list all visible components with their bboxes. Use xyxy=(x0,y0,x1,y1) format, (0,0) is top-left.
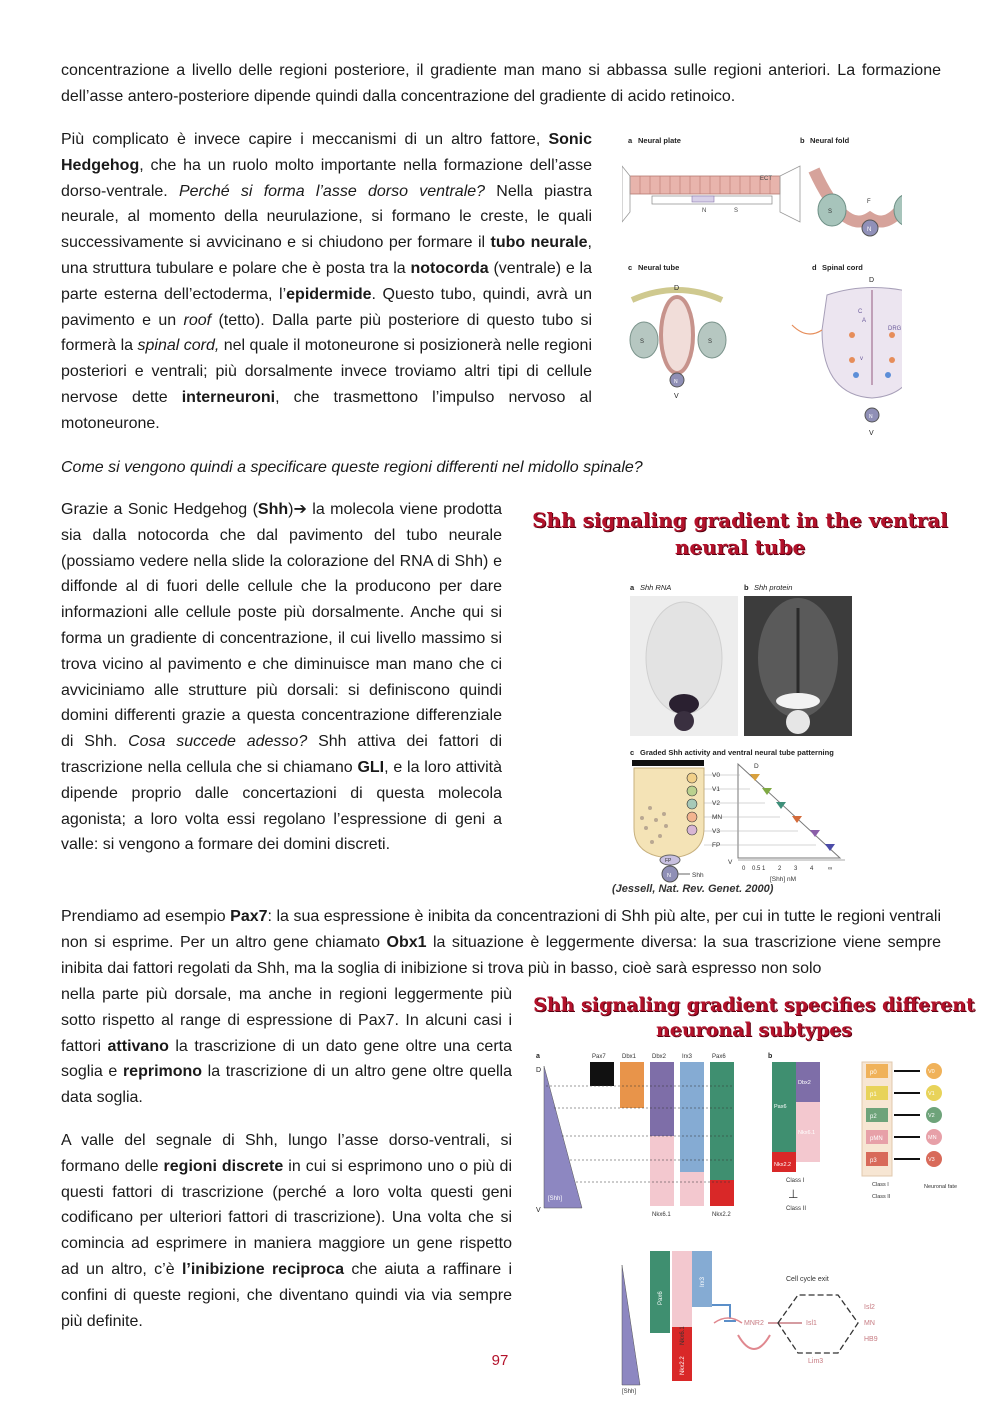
label-nkx22: Nkx2.2 xyxy=(680,1356,686,1375)
text: ) xyxy=(288,501,294,518)
domain-label-v1: V1 xyxy=(712,786,720,793)
panel-title-neural-plate: Neural plate xyxy=(638,136,681,145)
panel-label-b: b xyxy=(768,1053,773,1060)
gene-label-dbx1: Dbx1 xyxy=(622,1054,637,1060)
gene-label-pax6: Pax6 xyxy=(712,1054,726,1060)
label-class-i: Class I xyxy=(786,1178,805,1184)
label-lim3: Lim3 xyxy=(808,1358,824,1365)
bold-term: Shh xyxy=(257,501,289,518)
panel-title-spinal-cord: Spinal cord xyxy=(822,263,863,272)
text: . Questo tubo, quindi, avrà un pavimento e un xyxy=(61,285,592,329)
panel-label-b: b xyxy=(744,583,749,592)
bold-term: epidermide xyxy=(286,285,372,303)
text: , che ha un ruolo molto importante nella formazione dell’asse dorso-ventrale. xyxy=(61,156,592,200)
neural-plate-drawing xyxy=(622,166,800,222)
label-fp: FP xyxy=(665,858,672,864)
progenitor-label-p1: p1 xyxy=(870,1092,877,1098)
bold-term: regioni discrete xyxy=(163,1157,284,1175)
label-f: F xyxy=(867,199,871,205)
text: la trascrizione di un dato gene oltre una certa soglia e xyxy=(61,1037,512,1081)
panel-label-c: c xyxy=(630,748,635,757)
progenitor-label-p2: p2 xyxy=(870,1114,877,1120)
label-class-i: Class I xyxy=(872,1182,889,1188)
gene-label-dbx2: Dbx2 xyxy=(652,1054,667,1060)
bold-term: Sonic Hedgehog xyxy=(61,131,592,174)
text: , e la loro attività dipende proprio dalle concertazioni di questa molecola agonista; a loro volta essi regolano l’espressione di geni a valle: si vengono a formare dei domini discreti. xyxy=(61,758,503,854)
italic-question: Come si vengono quindi a specificare queste regioni differenti nel midollo spinale? xyxy=(61,459,643,476)
arrow-icon: ➔ xyxy=(293,501,307,518)
label-v: V xyxy=(674,393,679,400)
label-shh: Shh xyxy=(692,872,704,879)
panel-label-a: a xyxy=(628,136,633,145)
text: nella parte più dorsale, ma anche in regioni leggermente più sotto rispetto al range di espressione di Pax7. In alcuni casi i fattori xyxy=(61,986,512,1055)
label-nkx22: Nkx2.2 xyxy=(774,1162,792,1168)
axis-tick-label: 3 xyxy=(794,866,798,872)
page-number: 97 xyxy=(491,1352,509,1369)
paragraph-pax7 xyxy=(61,904,941,981)
axis-tick-label: 0 xyxy=(742,866,746,872)
bold-term: Pax7 xyxy=(230,908,268,925)
text: (tetto). Dalla parte più posteriore di questo tubo si formerà la xyxy=(61,311,592,355)
label-isl2: Isl2 xyxy=(864,1304,875,1311)
paragraph-shh-gradient xyxy=(61,497,502,858)
gene-label-nkx22: Nkx2.2 xyxy=(712,1212,731,1218)
axis-tick-label: 0.5 xyxy=(752,866,761,872)
axis-tick-label: ∞ xyxy=(828,866,833,872)
bold-term: interneuroni xyxy=(181,388,276,406)
label-shh: [Shh] xyxy=(548,1196,563,1202)
italic-term: spinal cord, xyxy=(137,337,220,355)
neural-fold-drawing xyxy=(814,170,902,236)
axis-label-v: V xyxy=(536,1207,541,1214)
label-mn: MN xyxy=(864,1320,875,1327)
slide-title-neuronal-subtypes: Shh signaling gradient specifies different neuronal subtypes xyxy=(533,994,975,1041)
label-pax6: Pax6 xyxy=(774,1104,787,1110)
label-irx3: Irx3 xyxy=(700,1276,706,1287)
label-n: N xyxy=(674,379,678,385)
label-pax6: Pax6 xyxy=(658,1291,664,1305)
bold-term: attivano xyxy=(107,1037,169,1055)
paragraph-thresholds xyxy=(61,982,512,1111)
bold-term: Obx1 xyxy=(386,933,427,951)
label-neuronal-fate: Neuronal fate xyxy=(924,1184,958,1190)
label-hb9: HB9 xyxy=(864,1336,878,1343)
bold-term: tubo neurale xyxy=(490,234,588,252)
label-shh: [Shh] xyxy=(622,1389,637,1395)
text: Prendiamo ad esempio xyxy=(61,908,231,925)
axis-label-d: D xyxy=(754,763,759,770)
paragraph-discrete-regions xyxy=(61,1128,512,1334)
text: Più complicato è invece capire i meccanismi di un altro fattore, xyxy=(61,131,549,148)
neuron-label-mn: MN xyxy=(928,1135,937,1141)
axis-unit: [Shh] nM xyxy=(770,876,797,883)
panel-title-graded-activity: Graded Shh activity and ventral neural tube patterning xyxy=(640,748,834,757)
panel-label-a: a xyxy=(536,1053,540,1060)
shh-protein-micrograph xyxy=(744,596,852,736)
text: nel quale il motoneurone si posizionerà nelle regioni posteriori e ventrali; più dorsalmente invece troviamo altri tipi di cellule nervose dette xyxy=(61,337,593,406)
paragraph-intro xyxy=(61,58,941,110)
label-c: C xyxy=(858,309,863,315)
domain-label-mn: MN xyxy=(712,814,723,821)
axis-tick-label: 1 xyxy=(762,866,766,872)
domain-label-v2: V2 xyxy=(712,800,720,807)
progenitor-label-pmn: pMN xyxy=(870,1136,883,1142)
panel-label-b: b xyxy=(800,136,805,145)
italic-term: roof xyxy=(183,311,212,329)
label-isl1: Isl1 xyxy=(806,1320,817,1327)
label-s: S xyxy=(734,208,739,214)
label-class-ii: Class II xyxy=(872,1194,891,1200)
text: la situazione è leggermente diversa: la sua trascrizione viene sempre inibita dai fattori regolati da Shh, ma la soglia di inibizione si trova più in basso, cioè sarà espresso non solo xyxy=(61,933,941,977)
label-cell-cycle-exit: Cell cycle exit xyxy=(786,1276,829,1283)
progenitor-to-neuron-diagram xyxy=(862,1062,957,1200)
neurulation-figure xyxy=(622,130,902,440)
paragraph-sonic-hedgehog xyxy=(61,127,592,437)
domain-label-v3: V3 xyxy=(712,828,720,835)
label-v-small: v xyxy=(860,356,863,362)
label-n: N xyxy=(702,208,707,214)
graded-activity-diagram xyxy=(632,760,845,883)
gene-label-nkx61: Nkx6.1 xyxy=(652,1212,671,1218)
figure-citation: (Jessell, Nat. Rev. Genet. 2000) xyxy=(612,883,774,895)
neural-tube-drawing xyxy=(630,285,726,400)
label-a: A xyxy=(862,318,867,324)
neuron-label-v3: V3 xyxy=(928,1157,935,1163)
italic-question: Perché si forma l’asse dorso ventrale? xyxy=(178,182,486,200)
panel-label-c: c xyxy=(628,263,633,272)
label-n: N xyxy=(869,414,873,420)
text: la molecola viene prodotta sia dalla notocorda che dal pavimento del tubo neurale (possiamo vedere nella slide la colorazione del RNA di Shh) e diffonde al di fuori delle cellule che la producono per dare informazioni alle cellule poste più dorsalmente. Anche qui si forma un gradiente di concentrazione, il cui livello massimo si trova vicino al pavimento e che diminuisce man mano che ci avviciniamo alle strutture più dorsali: si definiscono quindi domini differenti grazie a questa concentrazione differenziale di Shh. xyxy=(61,501,502,751)
axis-label-d: D xyxy=(536,1067,542,1074)
label-mnr2: MNR2 xyxy=(744,1320,764,1327)
label-drg: DRG xyxy=(888,326,902,332)
text: , che trasmettono l’impulso nervoso al motoneurone. xyxy=(61,388,592,432)
gene-label-irx3: Irx3 xyxy=(682,1054,693,1060)
axis-label-v: V xyxy=(728,859,733,866)
neuron-label-v0: V0 xyxy=(928,1069,935,1075)
panel-title-neural-tube: Neural tube xyxy=(638,263,680,272)
text: A valle del segnale di Shh, lungo l’asse dorso-ventrali, si formano delle xyxy=(61,1132,512,1175)
italic-question: Cosa succede adesso? xyxy=(128,733,308,751)
panel-label-a: a xyxy=(630,583,635,592)
text: Grazie a Sonic Hedgehog ( xyxy=(61,501,258,518)
label-n: N xyxy=(867,227,872,233)
slide-title-shh-gradient: Shh signaling gradient in the ventral neural tube xyxy=(532,508,948,559)
spinal-cord-drawing xyxy=(792,277,902,437)
text: in cui si esprimono uno o più di questi fattori di trascrizione (perché a loro volta questi geni codificano per ulteriori fattori di trascrizione). Una volta che si comincia ad esprimere in maniera maggiore un gene rispetto ad un altro, c’è xyxy=(61,1157,513,1278)
text: : la sua espressione è inibita da concentrazioni di Shh più alte, per cui in tutte le regioni ventrali non si esprime. Per un altro gene chiamato xyxy=(61,908,942,951)
text: la trascrizione di un altro gene oltre quella data soglia. xyxy=(61,1063,513,1107)
gene-expression-columns xyxy=(544,1054,734,1218)
label-s: S xyxy=(828,209,833,215)
panel-title-neural-fold: Neural fold xyxy=(810,136,850,145)
text: Shh attiva dei fattori di trascrizione nella cellula che si chiamano xyxy=(61,733,502,776)
label-v: V xyxy=(869,430,874,437)
progenitor-label-p0: p0 xyxy=(870,1070,877,1076)
text: Nella piastra neurale, al momento della neurulazione, si formano le creste, le quali successivamente si avvicinano e si chiudono per formare il xyxy=(61,182,593,252)
label-d: D xyxy=(869,277,875,284)
label-n: N xyxy=(667,873,671,879)
label-s: S xyxy=(640,339,645,345)
label-s: S xyxy=(708,339,713,345)
label-d: D xyxy=(674,285,680,292)
panel-label-d: d xyxy=(812,263,817,272)
shh-rna-micrograph xyxy=(630,596,738,736)
paragraph-question xyxy=(61,455,941,481)
svg-text:⊥: ⊥ xyxy=(788,1187,799,1201)
panel-title-shh-protein: Shh protein xyxy=(754,583,793,592)
neuron-label-v1: V1 xyxy=(928,1091,935,1097)
axis-tick-label: 2 xyxy=(778,866,782,872)
bold-term: GLI xyxy=(357,758,385,776)
bold-term: reprimono xyxy=(122,1063,203,1081)
domain-label-v0: V0 xyxy=(712,772,720,779)
cross-repression-diagram xyxy=(772,1062,820,1212)
mn-specification-figure xyxy=(618,1245,908,1395)
paragraph-text: concentrazione a livello delle regioni posteriore, il gradiente man mano si abbassa sulle regioni anteriori. La formazione dell’asse antero-posteriore dipende quindi dalla concentrazione del gradiente di acido retinoico. xyxy=(61,62,941,105)
panel-title-shh-rna: Shh RNA xyxy=(640,583,672,592)
domain-label-fp: FP xyxy=(712,842,721,849)
label-nkx61: Nkx6.1 xyxy=(680,1326,686,1345)
bold-term: l’inibizione reciproca xyxy=(181,1260,344,1278)
label-dbx2: Dbx2 xyxy=(798,1080,811,1086)
progenitor-label-p3: p3 xyxy=(870,1158,877,1164)
text: (ventrale) e la parte esterna dell’ectoderma, l’ xyxy=(61,259,592,303)
label-class-ii: Class II xyxy=(786,1206,807,1212)
text: , una struttura tubulare e polare che è posta tra la xyxy=(61,234,592,277)
bold-term: notocorda xyxy=(410,259,489,277)
shh-gradient-figure xyxy=(620,578,860,898)
label-nkx61: Nkx6.1 xyxy=(798,1130,816,1136)
neuronal-subtypes-figure xyxy=(532,1048,962,1218)
text: che aiuta a raffinare i confini di queste regioni, che diventano quindi via via sempre più definite. xyxy=(61,1260,513,1330)
neuron-label-v2: V2 xyxy=(928,1113,935,1119)
label-ect: ECT xyxy=(760,176,772,182)
gene-label-pax7: Pax7 xyxy=(592,1054,606,1060)
axis-tick-label: 4 xyxy=(810,866,814,872)
